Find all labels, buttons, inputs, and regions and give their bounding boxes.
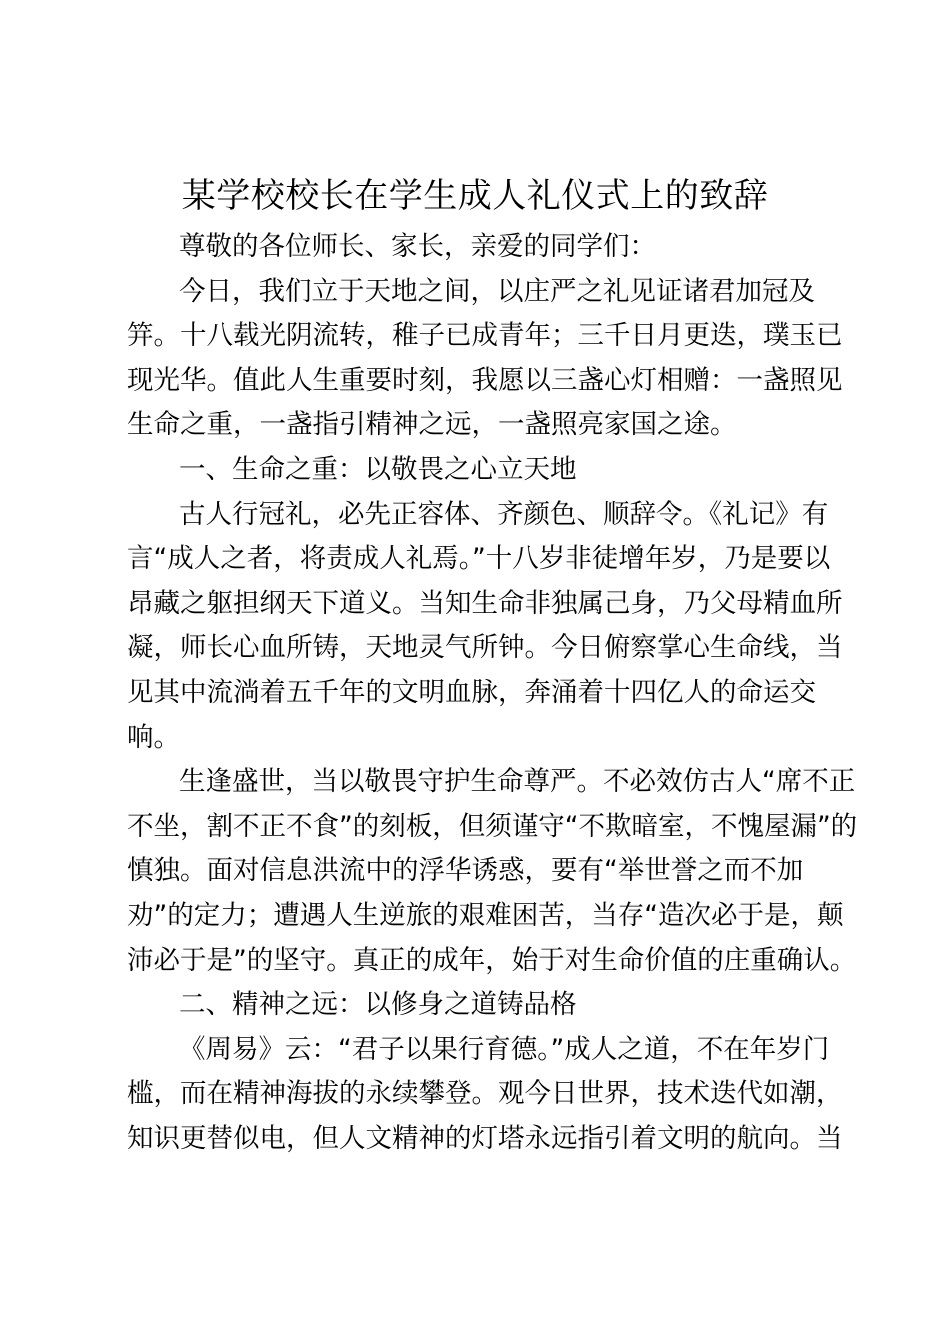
section-heading: 一、生命之重：以敬畏之心立天地 <box>179 453 577 485</box>
paragraph-line: 响。 <box>127 721 180 753</box>
paragraph-line: 古人行冠礼，必先正容体、齐颜色、顺辞令。《礼记》有 <box>179 498 829 530</box>
paragraph-line: 沛必于是”的坚守。真正的成年，始于对生命价值的庄重确认。 <box>127 944 857 976</box>
document-title: 某学校校长在学生成人礼仪式上的致辞 <box>181 176 769 216</box>
paragraph-line: 昂藏之躯担纲天下道义。当知生命非独属己身，乃父母精血所 <box>127 587 843 619</box>
paragraph-line: 劝”的定力；遭遇人生逆旅的艰难困苦，当存“造次必于是，颠 <box>127 899 844 931</box>
paragraph-line: 今日，我们立于天地之间，以庄严之礼见证诸君加冠及 <box>179 275 815 307</box>
paragraph-line: 笄。十八载光阴流转，稚子已成青年；三千日月更迭，璞玉已 <box>127 320 843 352</box>
document-body <box>127 225 858 1161</box>
paragraph-line: 生逢盛世，当以敬畏守护生命尊严。不必效仿古人“席不正 <box>179 766 856 798</box>
salutation-line: 尊敬的各位师长、家长，亲爱的同学们： <box>179 231 656 262</box>
paragraph-line: 《周易》云：“君子以果行育德。”成人之道，不在年岁门 <box>179 1033 830 1065</box>
paragraph-line: 槛，而在精神海拔的永续攀登。观今日世界，技术迭代如潮， <box>127 1078 843 1110</box>
paragraph-line: 不坐，割不正不食”的刻板，但须谨守“不欺暗室，不愧屋漏”的 <box>127 810 858 842</box>
paragraph-line: 生命之重，一盏指引精神之远，一盏照亮家国之途。 <box>127 409 737 441</box>
paragraph-line: 言“成人之者，将责成人礼焉。”十八岁非徒增年岁，乃是要以 <box>127 543 831 575</box>
paragraph-line: 现光华。值此人生重要时刻，我愿以三盏心灯相赠：一盏照见 <box>127 364 843 396</box>
paragraph-line: 见其中流淌着五千年的文明血脉，奔涌着十四亿人的命运交 <box>127 676 816 708</box>
section-heading: 二、精神之远：以修身之道铸品格 <box>179 989 577 1021</box>
paragraph-line: 凝，师长心血所铸，天地灵气所钟。今日俯察掌心生命线，当 <box>127 632 843 664</box>
paragraph-line: 慎独。面对信息洪流中的浮华诱惑，要有“举世誉之而不加 <box>127 855 804 887</box>
paragraph-line: 知识更替似电，但人文精神的灯塔永远指引着文明的航向。当 <box>127 1122 843 1154</box>
